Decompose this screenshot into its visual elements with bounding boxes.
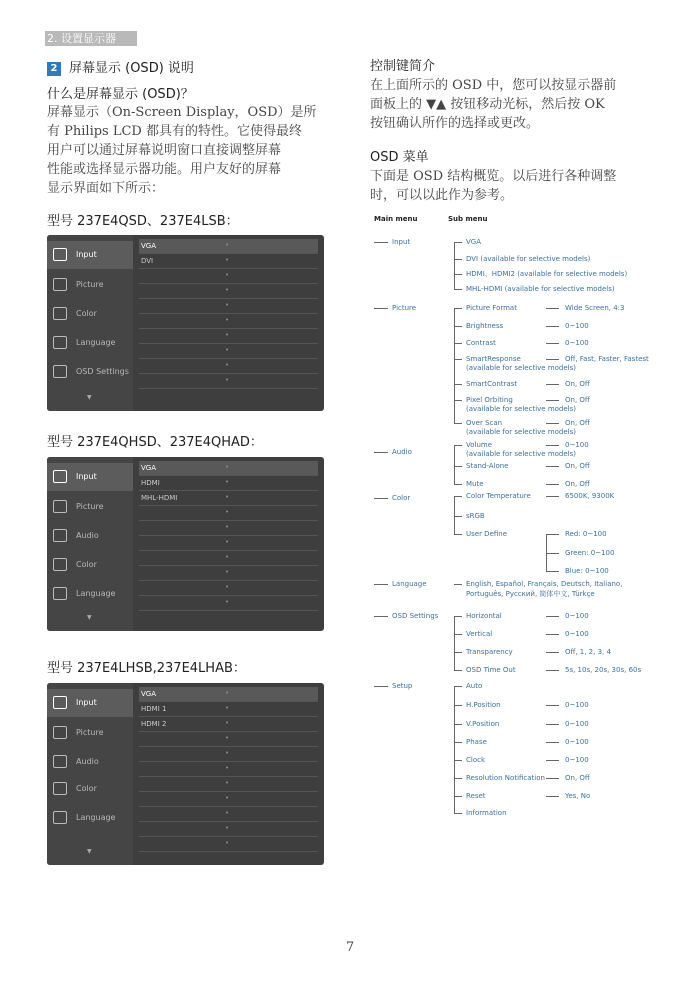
osd-menu-language: [47, 804, 133, 832]
main-menu-item: Language: [392, 580, 427, 588]
sub-menu-item: Brightness: [466, 322, 504, 330]
option-values: 5s, 10s, 20s, 30s, 60s: [565, 666, 642, 674]
main-menu-item: Input: [392, 238, 411, 246]
osd-menu-label: Input: [76, 250, 97, 259]
intro-line: 显示界面如下所示：: [47, 181, 165, 196]
sub-menu-item: Color Temperature: [466, 492, 531, 500]
sub-menu-item: Volume: [466, 441, 493, 449]
osd-sub-row: •: [139, 807, 318, 822]
tree-connector: [546, 616, 559, 617]
tree-connector: [454, 534, 462, 535]
input-icon: [53, 470, 67, 483]
sub-menu-item: SmartContrast: [466, 380, 518, 388]
tree-connector: [454, 445, 462, 446]
sub-menu-note: (available for selective models): [466, 450, 576, 458]
option-values: 0~100: [565, 720, 589, 728]
model-label-2: 型号 237E4QHSD、237E4QHAD：: [47, 435, 263, 450]
option-values: Yes, No: [565, 792, 591, 800]
chevron-down-icon: ▼: [87, 614, 92, 621]
tree-connector: [454, 496, 462, 497]
section-number: 2: [47, 62, 61, 76]
sub-menu-item: Clock: [466, 756, 486, 764]
tree-connector: [546, 634, 559, 635]
page-number: 7: [345, 940, 355, 955]
option-values: 0~100: [565, 738, 589, 746]
option-values: 0~100: [565, 441, 589, 449]
sub-menu-item: Phase: [466, 738, 487, 746]
osd-sub-row: •: [139, 269, 318, 284]
osd-menu-label: Language: [76, 589, 116, 598]
tree-connector: [546, 384, 559, 385]
sub-menu-item: English, Español, Français, Deutsch, Italiano,: [466, 580, 623, 588]
sub-menu-item: User Define: [466, 530, 508, 538]
osd-submenu: [135, 683, 324, 865]
tree-connector: [454, 670, 462, 671]
osd-menu-label: Color: [76, 784, 97, 793]
tree-header-sub: Sub menu: [448, 215, 488, 223]
osd-menu-color: [47, 551, 133, 579]
osd-sub-row: MHL-HDMI •: [139, 491, 318, 506]
sub-menu-item: VGA: [466, 238, 482, 246]
sub-menu-item: H.Position: [466, 701, 501, 709]
option-values: Wide Screen, 4:3: [565, 304, 625, 312]
osd-menu-label: OSD Settings: [76, 367, 129, 376]
osd-menu-input: [47, 463, 133, 491]
language-icon: [53, 336, 67, 349]
osd-menu-color: [47, 300, 133, 328]
sub-menu-item: Mute: [466, 480, 484, 488]
settings-icon: [53, 365, 67, 378]
osd-sub-row: VGA •: [139, 461, 318, 476]
osd-menu-line: 时，可以以此作为参考。: [370, 188, 514, 203]
sub-menu-item: V.Position: [466, 720, 500, 728]
option-values: On, Off: [565, 419, 590, 427]
tree-connector: [454, 326, 462, 327]
osd-sub-row: DVI •: [139, 254, 318, 269]
osd-menu-label: Language: [76, 813, 116, 822]
sub-menu-item: Horizontal: [466, 612, 502, 620]
sub-menu-item: Vertical: [466, 630, 493, 638]
tree-connector: [454, 686, 462, 687]
tree-connector: [454, 813, 462, 814]
osd-sub-row: •: [139, 566, 318, 581]
osd-sub-row: •: [139, 732, 318, 747]
option-values: 0~100: [565, 612, 589, 620]
osd-menu-picture: [47, 493, 133, 521]
option-values: On, Off: [565, 380, 590, 388]
osd-menu-label: Audio: [76, 757, 99, 766]
sub-menu-item: Contrast: [466, 339, 496, 347]
main-menu-item: Picture: [392, 304, 417, 312]
osd-sub-row: •: [139, 581, 318, 596]
osd-sub-row: VGA •: [139, 687, 318, 702]
tree-connector: [454, 584, 462, 585]
section-heading: [47, 57, 194, 76]
tree-connector: [546, 445, 559, 446]
controls-title: 控制键简介: [370, 59, 436, 74]
picture-icon: [53, 500, 67, 513]
tree-connector: [454, 242, 455, 289]
sub-menu-item: Over Scan: [466, 419, 503, 427]
osd-sub-row: •: [139, 344, 318, 359]
sub-menu-note: (available for selective models): [466, 405, 576, 413]
osd-menu-audio: [47, 748, 133, 776]
tree-connector: [546, 778, 559, 779]
color-icon: [53, 307, 67, 320]
tree-connector: [454, 760, 462, 761]
tree-connector: [546, 670, 559, 671]
sub-menu-item: Stand-Alone: [466, 462, 509, 470]
sub-menu-item: HDMI、HDMI2 (available for selective models): [466, 270, 628, 278]
language-icon: [53, 587, 67, 600]
osd-menu-osd-settings: [47, 358, 133, 386]
osd-menu-picture: [47, 719, 133, 747]
osd-sub-row: •: [139, 374, 318, 389]
tree-connector: [546, 796, 559, 797]
intro-line: 用户可以通过屏幕说明窗口直接调整屏幕: [47, 143, 282, 158]
input-icon: [53, 248, 67, 261]
osd-sub-row: •: [139, 822, 318, 837]
sub-menu-item: MHL-HDMI (available for selective models): [466, 285, 615, 293]
option-values: On, Off: [565, 462, 590, 470]
osd-sub-row: HDMI •: [139, 476, 318, 491]
osd-menu-line: 下面是 OSD 结构概览。以后进行各种调整: [370, 169, 617, 184]
controls-paragraph: [370, 76, 616, 133]
sub-menu-item: Picture Format: [466, 304, 517, 312]
osd-submenu: [135, 235, 324, 411]
tree-connector: [546, 571, 559, 572]
picture-icon: [53, 726, 67, 739]
tree-connector: [546, 400, 559, 401]
tree-connector: [374, 498, 388, 499]
osd-sub-row: •: [139, 329, 318, 344]
intro-paragraph: [47, 103, 317, 198]
model-label-1: 型号 237E4QSD、237E4LSB：: [47, 214, 239, 229]
tree-connector: [374, 616, 388, 617]
osd-menu-audio: [47, 522, 133, 550]
tree-connector: [546, 742, 559, 743]
osd-menu-language: [47, 329, 133, 357]
osd-sub-row: HDMI 1 •: [139, 702, 318, 717]
option-values: On, Off: [565, 480, 590, 488]
main-menu-item: Setup: [392, 682, 413, 690]
tree-connector: [374, 584, 388, 585]
input-icon: [53, 696, 67, 709]
tree-connector: [454, 242, 462, 243]
osd-screenshot-1: [47, 235, 324, 411]
osd-sub-row: •: [139, 536, 318, 551]
osd-sub-row: •: [139, 747, 318, 762]
osd-menu-input: [47, 241, 133, 269]
option-values: Off, Fast, Faster, Fastest: [565, 355, 649, 363]
controls-line: 在上面所示的 OSD 中，您可以按显示器前: [370, 78, 617, 93]
tree-connector: [546, 359, 559, 360]
tree-connector: [374, 242, 388, 243]
tree-header-main: Main menu: [374, 215, 418, 223]
osd-sub-row: •: [139, 551, 318, 566]
option-values: 0~100: [565, 630, 589, 638]
osd-sub-row: •: [139, 359, 318, 374]
tree-connector: [454, 484, 462, 485]
sub-menu-item: Pixel Orbiting: [466, 396, 513, 404]
osd-menu-label: Picture: [76, 502, 104, 511]
intro-line: 性能或选择显示器功能。用户友好的屏幕: [47, 162, 282, 177]
tree-connector: [454, 259, 462, 260]
tree-connector: [454, 289, 462, 290]
sub-menu-item: Reset: [466, 792, 486, 800]
tree-connector: [454, 705, 462, 706]
header-tab: 2. 设置显示器: [45, 31, 137, 46]
osd-sub-row: •: [139, 792, 318, 807]
option-values: Green: 0~100: [565, 549, 615, 557]
section-title: 屏幕显示 (OSD) 说明: [69, 61, 194, 76]
sub-menu-item: DVI (available for selective models): [466, 255, 591, 263]
option-values: 0~100: [565, 322, 589, 330]
sub-menu-item: sRGB: [466, 512, 485, 520]
osd-menu-paragraph: [370, 167, 616, 205]
tree-connector: [454, 516, 462, 517]
osd-menu-label: Audio: [76, 531, 99, 540]
sub-menu-item: Auto: [466, 682, 483, 690]
osd-menu-label: Color: [76, 560, 97, 569]
tree-connector: [454, 343, 462, 344]
osd-sub-row: •: [139, 506, 318, 521]
tree-connector: [454, 778, 462, 779]
osd-menu-color: [47, 775, 133, 803]
sub-menu-item: SmartResponse: [466, 355, 521, 363]
tree-connector: [454, 400, 462, 401]
osd-menu-label: Input: [76, 698, 97, 707]
option-values: 0~100: [565, 339, 589, 347]
tree-connector: [454, 652, 462, 653]
model-label-3: 型号 237E4LHSB,237E4LHAB：: [47, 661, 246, 676]
osd-sub-row: •: [139, 521, 318, 536]
tree-connector: [454, 496, 455, 534]
color-icon: [53, 782, 67, 795]
sub-menu-item: Transparency: [466, 648, 513, 656]
osd-sub-row: •: [139, 596, 318, 611]
osd-submenu: [135, 457, 324, 631]
osd-menu-input: [47, 689, 133, 717]
tree-connector: [546, 466, 559, 467]
language-icon: [53, 811, 67, 824]
tree-connector: [454, 742, 462, 743]
tree-connector: [374, 686, 388, 687]
tree-connector: [546, 760, 559, 761]
tree-connector: [454, 384, 462, 385]
osd-sub-row: •: [139, 314, 318, 329]
osd-menu-label: Color: [76, 309, 97, 318]
option-values: 0~100: [565, 701, 589, 709]
tree-connector: [454, 423, 462, 424]
osd-menu-label: Picture: [76, 280, 104, 289]
osd-sub-row: •: [139, 762, 318, 777]
tree-connector: [546, 423, 559, 424]
intro-line: 屏幕显示（On-Screen Display，OSD）是所: [47, 105, 317, 120]
tree-connector: [546, 724, 559, 725]
option-values: Off, 1, 2, 3, 4: [565, 648, 611, 656]
tree-connector: [454, 634, 462, 635]
sub-menu-note: (available for selective models): [466, 428, 576, 436]
tree-connector: [546, 308, 559, 309]
speaker-icon: [53, 529, 67, 542]
picture-icon: [53, 278, 67, 291]
tree-connector: [374, 452, 388, 453]
option-values: Red: 0~100: [565, 530, 607, 538]
main-menu-item: Audio: [392, 448, 412, 456]
option-values: On, Off: [565, 774, 590, 782]
osd-menu-label: Picture: [76, 728, 104, 737]
osd-screenshot-2: [47, 457, 324, 631]
osd-menu-tree: [370, 212, 690, 822]
osd-screenshot-3: [47, 683, 324, 865]
chevron-down-icon: ▼: [87, 394, 92, 401]
osd-sub-row: •: [139, 837, 318, 852]
tree-connector: [546, 343, 559, 344]
osd-menu-label: Input: [76, 472, 97, 481]
osd-menu-language: [47, 580, 133, 608]
osd-sub-row: VGA •: [139, 239, 318, 254]
tree-connector: [546, 705, 559, 706]
tree-connector: [546, 484, 559, 485]
osd-sub-row: •: [139, 777, 318, 792]
controls-line: 按钮确认所作的选择或更改。: [370, 116, 540, 131]
tree-connector: [454, 308, 462, 309]
tree-connector: [546, 553, 559, 554]
intro-line: 有 Philips LCD 都具有的特性。它使得最终: [47, 124, 302, 139]
tree-connector: [454, 274, 462, 275]
tree-connector: [546, 326, 559, 327]
option-values: On, Off: [565, 396, 590, 404]
tree-connector: [374, 308, 388, 309]
option-values: 6500K, 9300K: [565, 492, 615, 500]
chevron-down-icon: ▼: [87, 848, 92, 855]
controls-line: 面板上的 ▼▲ 按钮移动光标，然后按 OK: [370, 97, 605, 112]
sub-menu-item: Resolution Notification: [466, 774, 545, 782]
speaker-icon: [53, 755, 67, 768]
main-menu-item: OSD Settings: [392, 612, 439, 620]
tree-connector: [546, 496, 559, 497]
tree-connector: [454, 359, 462, 360]
color-icon: [53, 558, 67, 571]
tree-connector: [454, 445, 455, 484]
osd-menu-title: OSD 菜单: [370, 150, 429, 165]
sub-menu-note: (available for selective models): [466, 364, 576, 372]
sub-menu-item: Português, Русский, 简体中文, Türkçe: [466, 590, 595, 598]
osd-sub-row: HDMI 2 •: [139, 717, 318, 732]
question-title: 什么是屏幕显示 (OSD)？: [47, 87, 194, 102]
osd-menu-label: Language: [76, 338, 116, 347]
tree-connector: [454, 616, 455, 670]
option-values: Blue: 0~100: [565, 567, 609, 575]
tree-connector: [454, 724, 462, 725]
osd-sub-row: •: [139, 284, 318, 299]
main-menu-item: Color: [392, 494, 411, 502]
osd-sub-row: •: [139, 299, 318, 314]
sub-menu-item: Information: [466, 809, 507, 817]
sub-menu-item: OSD Time Out: [466, 666, 516, 674]
tree-connector: [546, 534, 559, 535]
option-values: 0~100: [565, 756, 589, 764]
tree-connector: [454, 616, 462, 617]
osd-menu-picture: [47, 271, 133, 299]
tree-connector: [546, 652, 559, 653]
tree-connector: [454, 466, 462, 467]
tree-connector: [454, 796, 462, 797]
